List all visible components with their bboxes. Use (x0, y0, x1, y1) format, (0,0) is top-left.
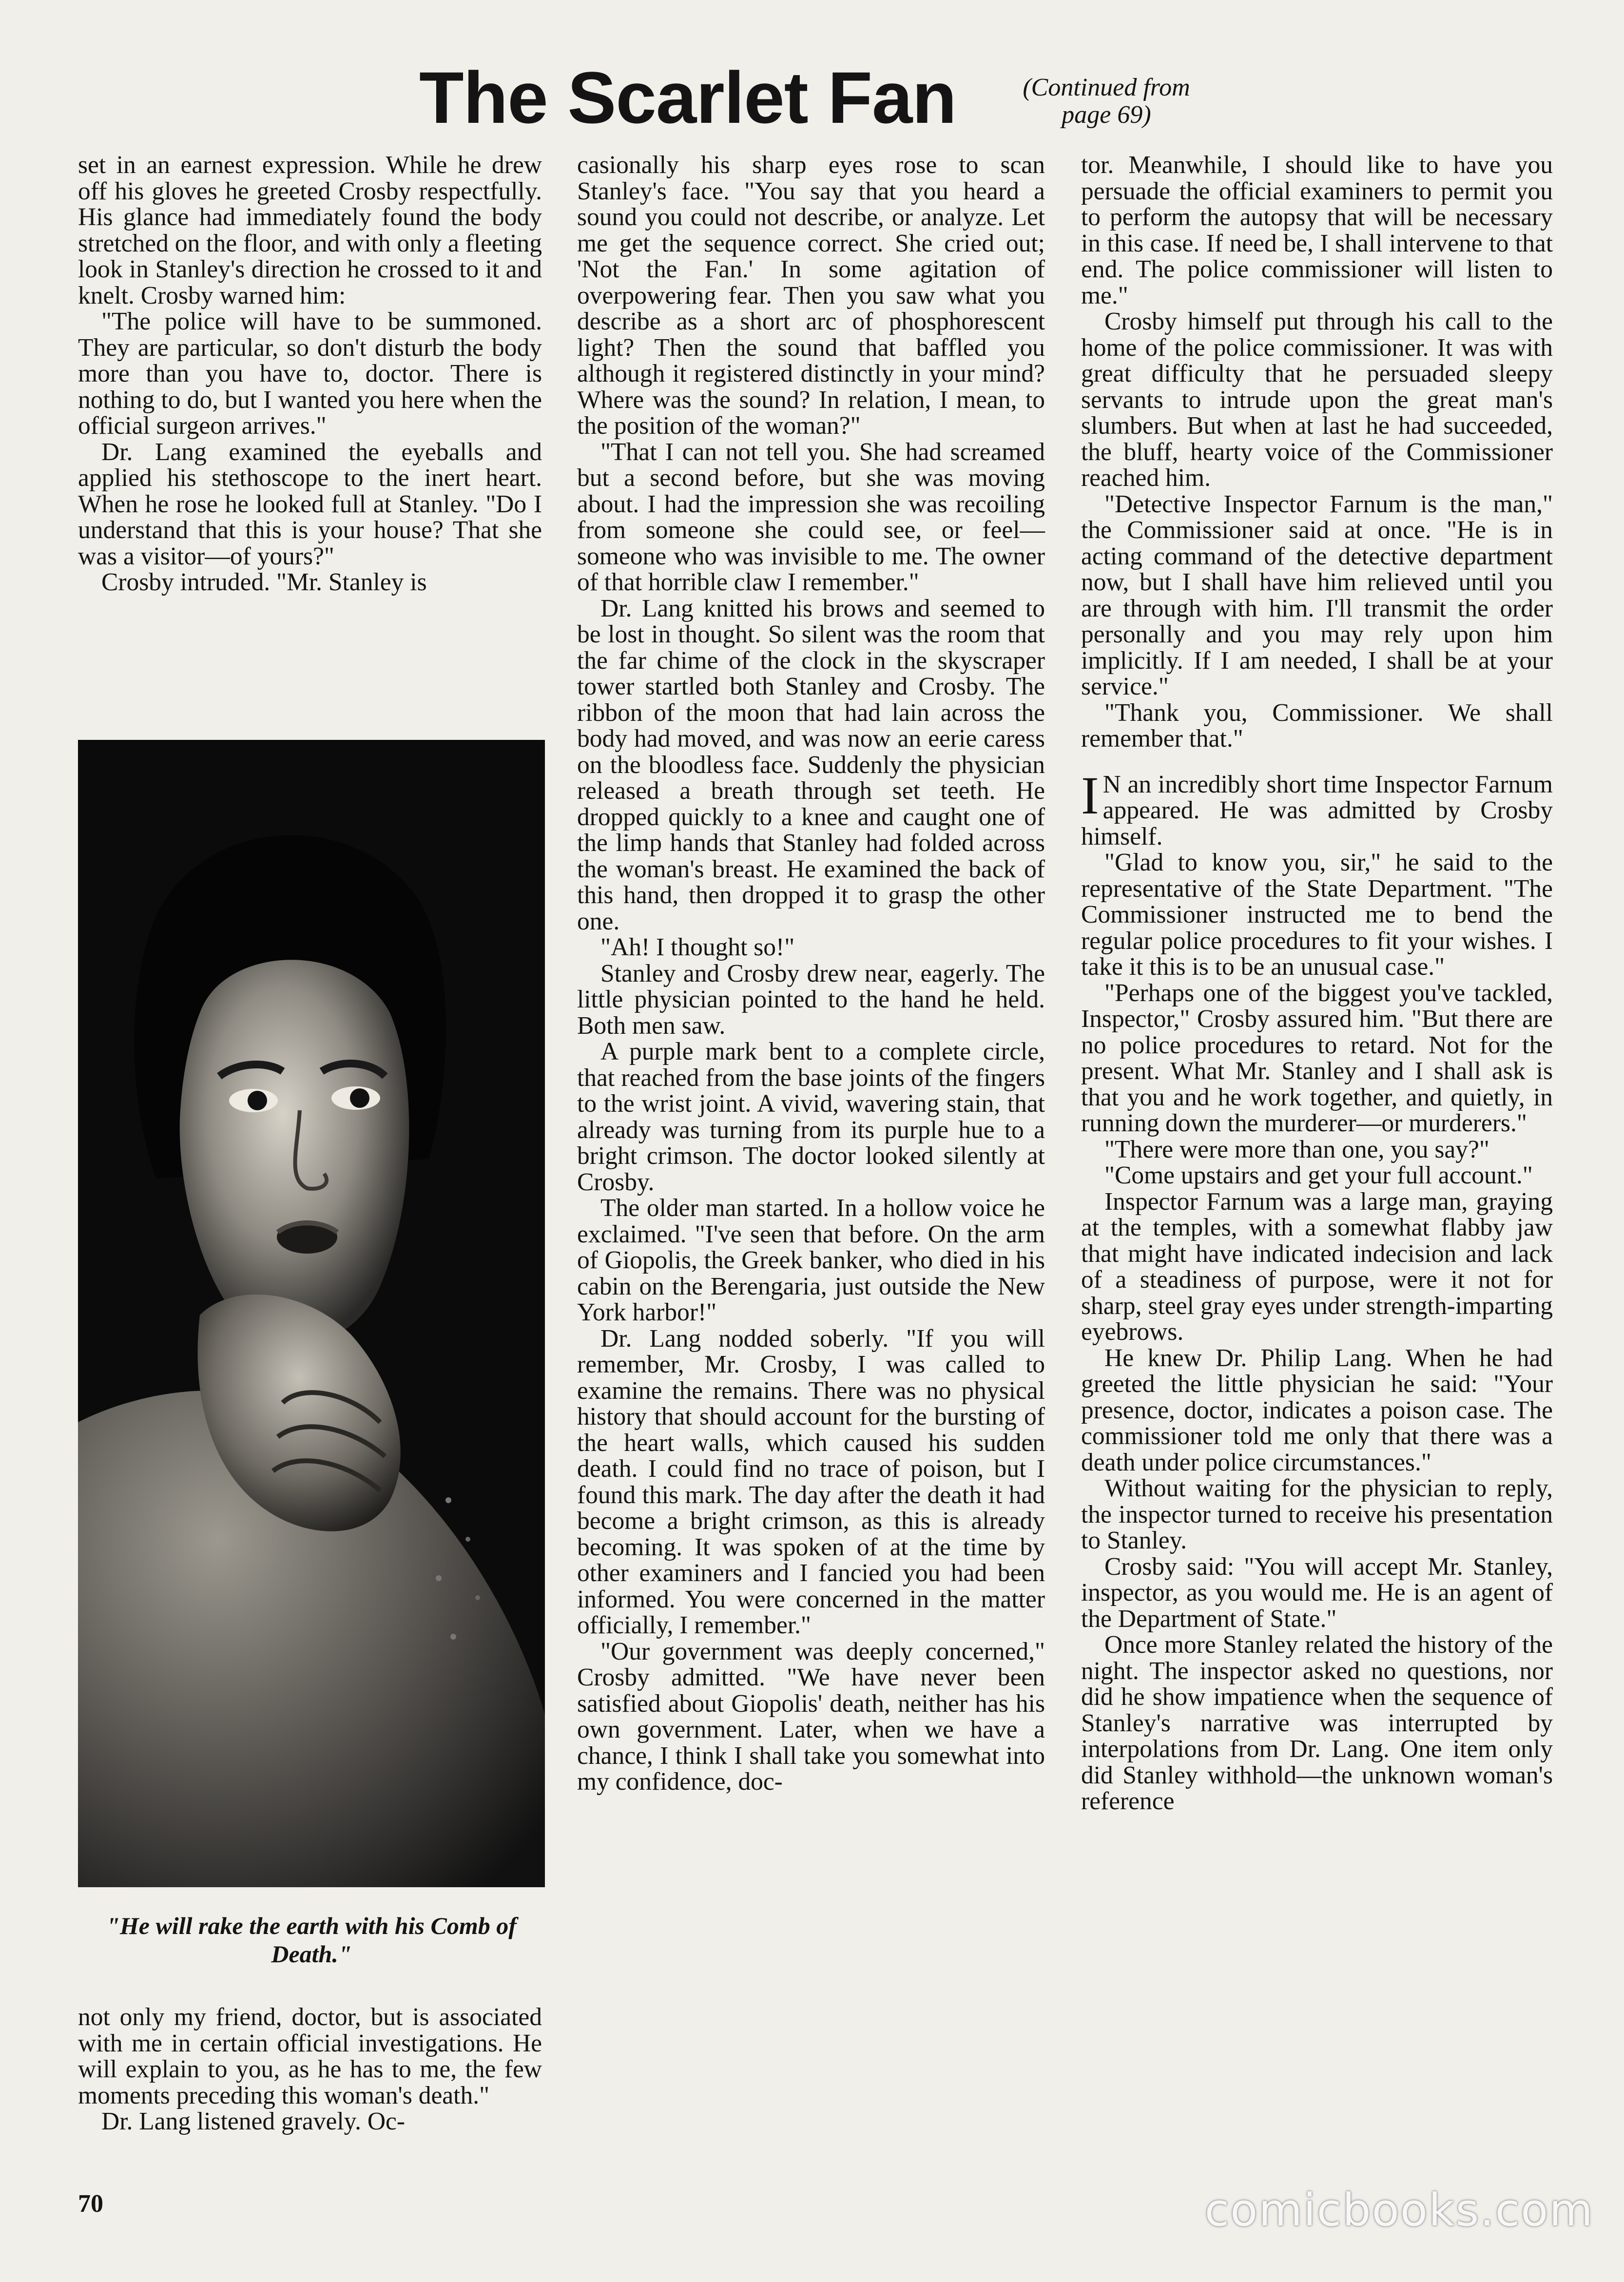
paragraph: IN an incredibly short time Inspector Farnum appeared. He was admitted by Crosby himself. (1081, 765, 1553, 851)
paragraph: "Ah! I thought so!" (600, 933, 795, 961)
continued-note (980, 74, 1233, 129)
paragraph: Crosby intruded. "Mr. Stanley is (101, 568, 427, 596)
paragraph: tor. Meanwhile, I should like to have you persuade the official examiners to permit you to perform the autopsy that will be necessary in this case. If need be, I shall intervene to that end. The police commissioner will listen to me." (1081, 151, 1553, 309)
photo-caption: "He will rake the earth with his Comb of Death." (106, 1912, 517, 1968)
paragraph: Crosby himself put through his call to the home of the police commissioner. It was with great difficulty that he persuaded sleepy servants to intrude upon the great man's slumbers. But when at last he had succeeded, the bluff, hearty voice of the Commissioner reached him. (1081, 308, 1553, 492)
paragraph: Stanley and Crosby drew near, eagerly. The little physician pointed to the hand he held. Both men saw. (577, 959, 1045, 1040)
paragraph: "That I can not tell you. She had screamed but a second before, but she was moving about. I had the impression she was recoiling from someone she could see, or feel—someone who was invisible to me. The owner of that horrible claw I remember." (577, 438, 1045, 596)
paragraph: "The police will have to be summoned. They are particular, so don't disturb the body more than you have to, doctor. There is nothing to do, but I wanted you here when the official surgeon arrives." (78, 308, 542, 440)
paragraph: "Glad to know you, sir," he said to the representative of the State Department. "The Commissioner instructed me to bend the regular police procedures to fit your wishes. I take it this is to be an unusual case." (1081, 849, 1553, 981)
paragraph: casionally his sharp eyes rose to scan Stanley's face. "You say that you heard a sound you could not describe, or analyze. Let me get the sequence correct. She cried out; 'Not the Fan.' In some agitation of overpowering fear. Then you saw what you describe as a short arc of phosphorescent light? Then the sound that baffled you although it registered distinctly in your mind? Where was the sound? In relation, I mean, to the position of the woman?" (577, 151, 1045, 440)
page-number: 70 (78, 2190, 103, 2218)
paragraph: Crosby said: "You will accept Mr. Stanley, inspector, as you would me. He is an agent of the Department of State." (1081, 1552, 1553, 1633)
paragraph: not only my friend, doctor, but is associated with me in certain official investigations. He will explain to you, as he has to me, the few moments preceding this woman's death." (78, 2003, 542, 2109)
story-title: The Scarlet Fan (419, 57, 957, 138)
woman-photo (78, 740, 545, 1887)
paragraph: He knew Dr. Philip Lang. When he had greeted the little physician he said: "Your presence, doctor, indicates a poison case. The commissioner told me only that there was a death under police circumstances." (1081, 1344, 1553, 1476)
paragraph: Dr. Lang examined the eyeballs and applied his stethoscope to the inert heart. When he rose he looked full at Stanley. "Do I understand that this is your house? That she was a visitor—of yours?" (78, 438, 542, 570)
paragraph: Dr. Lang nodded soberly. "If you will remember, Mr. Crosby, I was called to examine the remains. There was no physical history that should account for the bursting of the heart walls, which caused his sudden death. I could find no trace of poison, but I found this mark. The day after the death it had become a bright crimson, as this is already becoming. It was spoken of at the time by other examiners and I fancied you had been informed. You were concerned in the matter officially, I remember." (577, 1324, 1045, 1639)
column-1-bottom (78, 2004, 542, 2135)
column-1-top (78, 152, 542, 596)
paragraph: Inspector Farnum was a large man, graying at the temples, with a somewhat flabby jaw that might have indicated indecision and lack of a steadiness of purpose, were it not for sharp, steel gray eyes under strength-imparting eyebrows. (1081, 1187, 1553, 1346)
paragraph: "There were more than one, you say?" (1104, 1135, 1489, 1163)
paragraph: "Thank you, Commissioner. We shall remember that." (1081, 698, 1553, 753)
watermark: comicbooks.com (1204, 2184, 1594, 2236)
paragraph: "Detective Inspector Farnum is the man," the Commissioner said at once. "He is in acting command of the detective department now, but I shall have him relieved until you are through with him. I'll transmit the order personally and you may rely upon him implicitly. If I am needed, I shall be at your service." (1081, 490, 1553, 700)
paragraph: A purple mark bent to a complete circle, that reached from the base joints of the fingers to the wrist joint. A vivid, wavering stain, that already was turning from its purple hue to a bright crimson. The doctor looked silently at Crosby. (577, 1038, 1045, 1196)
story-header (400, 54, 1228, 151)
column-2 (577, 152, 1045, 1795)
paragraph: "Perhaps one of the biggest you've tackled, Inspector," Crosby assured him. "But there are no police procedures to retard. Not for the present. What Mr. Stanley and I shall ask is that you and he work together, and quietly, in running down the murderer—or murderers." (1081, 979, 1553, 1137)
paragraph: "Our government was deeply concerned," Crosby admitted. "We have never been satisfied about Giopolis' death, neither has his own government. Later, when we have a chance, I think I shall take you somewhat into my confidence, doc- (577, 1637, 1045, 1796)
paragraph: "Come upstairs and get your full account." (1104, 1161, 1533, 1189)
paragraph: Dr. Lang knitted his brows and seemed to be lost in thought. So silent was the room that the far chime of the clock in the skyscraper tower startled both Stanley and Crosby. The ribbon of the moon that had lain across the body had moved, and was now an eerie caress on the bloodless face. Suddenly the physician released a breath through set teeth. He dropped quickly to a knee and caught one of the limp hands that Stanley had folded across the woman's breast. He examined the back of this hand, then dropped it to grasp the other one. (577, 594, 1045, 935)
paragraph: Without waiting for the physician to reply, the inspector turned to receive his presentation to Stanley. (1081, 1474, 1553, 1554)
paragraph: Once more Stanley related the history of the night. The inspector asked no questions, nor did he show impatience when the sequence of Stanley's narrative was interrupted by interpolations from Dr. Lang. One item only did Stanley withhold—the unknown woman's reference (1081, 1631, 1553, 1815)
paragraph: Dr. Lang listened gravely. Oc- (101, 2108, 406, 2135)
continued-line-1: (Continued from (1023, 74, 1190, 101)
continued-line-2: page 69) (1062, 101, 1151, 129)
column-3 (1081, 152, 1553, 1815)
paragraph: The older man started. In a hollow voice he exclaimed. "I've seen that before. On the arm of Giopolis, the Greek banker, who died in his cabin on the Berengaria, just outside the New York harbor!" (577, 1194, 1045, 1326)
paragraph: set in an earnest expression. While he drew off his gloves he greeted Crosby respectfully. His glance had immediately found the body stretched on the floor, and with only a fleeting look in Stanley's direction he crossed to it and knelt. Crosby warned him: (78, 151, 542, 309)
